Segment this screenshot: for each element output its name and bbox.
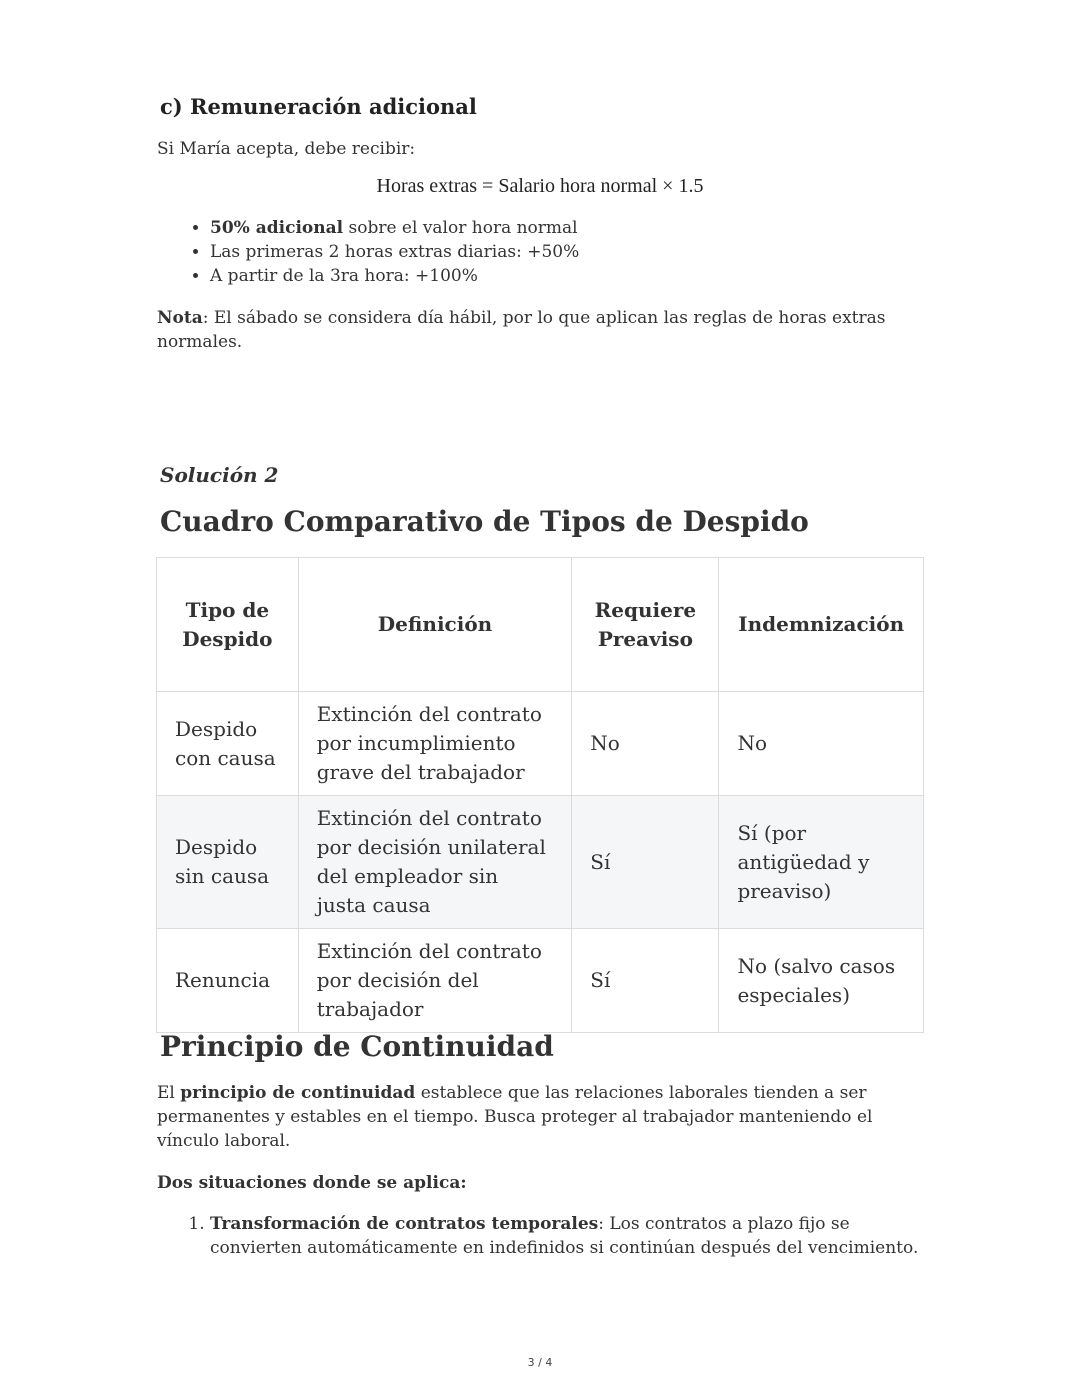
continuity-title: Principio de Continuidad [160,1030,554,1063]
bullet-item [210,240,579,264]
table-row [157,929,924,1033]
section-heading-remuneracion: c) Remuneración adicional [160,94,477,119]
item-bold: Transformación de contratos temporales [210,1214,599,1234]
bullet-text: Las primeras 2 horas extras diarias: +50% [210,242,580,262]
bullet-item [210,264,579,288]
header-tipo: Tipo de Despido [157,558,299,692]
table-row [157,692,924,796]
item-text: : Los contratos a plazo fijo se convierten automáticamente en indefinidos si continúan después del vencimiento. [210,1214,919,1258]
continuity-bold: principio de continuidad [180,1083,416,1103]
intro-paragraph: Si María acepta, debe recibir: [157,139,416,159]
continuity-paragraph [157,1081,927,1153]
cell-definicion: Extinción del contrato por incumplimiento grave del trabajador [298,692,572,796]
continuity-prefix: El [157,1083,181,1103]
page-number: 3 / 4 [527,1356,553,1369]
note-paragraph [157,306,917,354]
cell-indemnizacion: No (salvo casos especiales) [719,929,924,1033]
header-indemnizacion: Indemnización [719,558,924,692]
situations-label: Dos situaciones donde se aplica: [157,1173,467,1193]
situations-list [188,1212,940,1260]
cell-tipo: Despido con causa [157,692,299,796]
continuity-text: establece que las relaciones laborales tienden a ser permanentes y estables en el tiempo. Busca proteger al trabajador manteniendo el vínculo laboral. [157,1083,873,1151]
comparison-title: Cuadro Comparativo de Tipos de Despido [160,505,809,538]
header-definicion: Definición [298,558,572,692]
bullet-text: A partir de la 3ra hora: +100% [210,266,478,286]
list-item [210,1212,940,1260]
note-label: Nota [157,308,203,328]
cell-preaviso: Sí [572,929,719,1033]
cell-indemnizacion: Sí (por antigüedad y preaviso) [719,796,924,929]
bullet-item [210,216,579,240]
solution-label: Solución 2 [160,463,279,487]
table-header-row [157,558,924,692]
cell-preaviso: Sí [572,796,719,929]
formula: Horas extras = Salario hora normal × 1.5 [376,175,704,197]
header-preaviso: Requiere Preaviso [572,558,719,692]
bullet-text: sobre el valor hora normal [343,218,578,238]
bullet-list [188,216,579,288]
note-text: : El sábado se considera día hábil, por lo que aplican las reglas de horas extras normales. [157,308,886,352]
cell-tipo: Despido sin causa [157,796,299,929]
cell-tipo: Renuncia [157,929,299,1033]
comparison-table [156,557,924,1033]
bullet-bold: 50% adicional [210,218,344,238]
cell-preaviso: No [572,692,719,796]
cell-definicion: Extinción del contrato por decisión del trabajador [298,929,572,1033]
cell-definicion: Extinción del contrato por decisión unilateral del empleador sin justa causa [298,796,572,929]
cell-indemnizacion: No [719,692,924,796]
table-row [157,796,924,929]
